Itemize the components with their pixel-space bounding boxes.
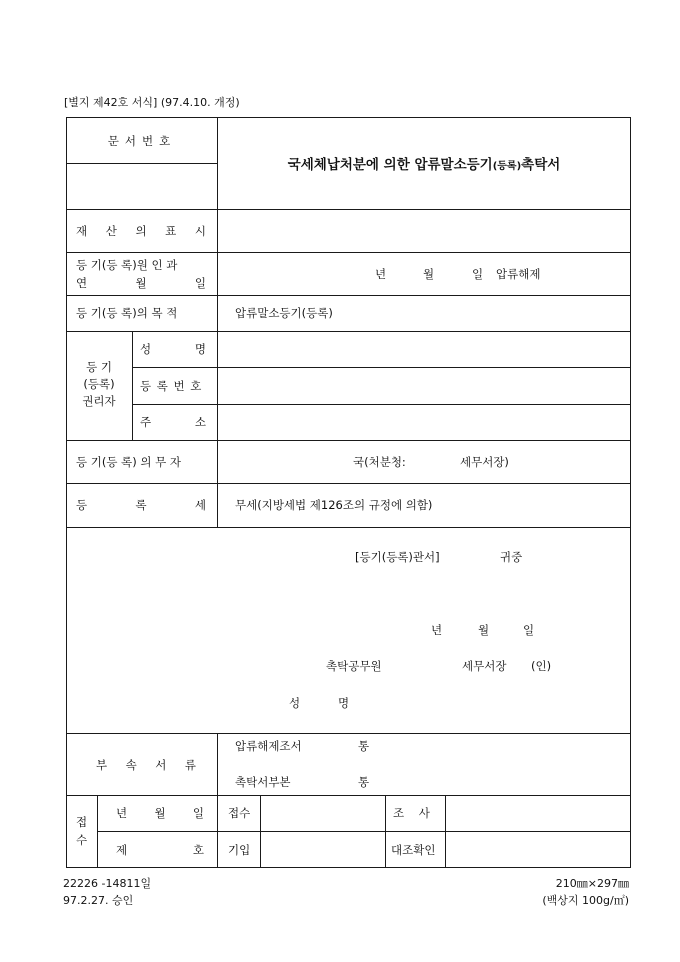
tax-label: 등 록 세 [76,498,206,512]
body-name-char1: 성 [289,696,301,710]
footer-paper: (백상지 100g/㎡) [542,894,629,907]
entry-field-label: 기입 [228,843,251,857]
cause-label-line2: 연 월 일 [76,276,206,290]
purpose-label: 등 기(등 록)의 목 적 [76,306,178,320]
rights-holder-line2: (등록) [83,377,115,391]
purpose-value: 압류말소등기(등록) [235,306,333,320]
title-small: (등록) [492,161,522,172]
receipt-label-char1: 접 [75,815,88,829]
cause-month: 월 [423,267,435,281]
cause-label-line1: 등 기(등 록)원 인 과 [76,258,178,272]
registry-office: [등기(등록)관서] [355,550,440,564]
title-end: 촉탁서 [521,157,561,173]
body-year: 년 [431,623,443,637]
holder-regno-label: 등 록 번 호 [140,379,203,393]
body-month: 월 [478,623,490,637]
body-name-char2: 명 [338,696,350,710]
title-main: 국세체납처분에 의한 압류말소등기 [287,157,493,173]
receipt-date-label: 년 월 일 [116,806,204,820]
holder-address-label: 주 소 [140,415,206,429]
rights-holder-line1: 등 기 [86,360,112,374]
form-number-label: [별지 제42호 서식] (97.4.10. 개정) [64,96,240,109]
property-label: 재 산 의 표 시 [76,224,206,238]
inspect-field-label: 조 사 [393,806,430,820]
attachment-release-unit: 통 [358,739,370,753]
attachment-copy-unit: 통 [358,775,370,789]
tax-value: 무세(지방세법 제126조의 규정에 의함) [235,498,433,512]
document-title [218,117,630,209]
cause-year: 년 [375,267,387,281]
official-title: 세무서장 [462,659,507,673]
obligor-label: 등 기(등 록) 의 무 자 [76,455,182,469]
receipt-label-char2: 수 [75,833,88,847]
cause-day: 일 [472,267,484,281]
seal-mark: (인) [531,659,552,673]
holder-name-label: 성 명 [140,342,206,356]
rights-holder-line3: 권리자 [82,394,116,408]
official-label: 촉탁공무원 [326,659,382,673]
receipt-number-label: 제 호 [116,843,204,857]
footer-size: 210㎜×297㎜ [555,877,629,890]
footer-code: 22226 -14811일 [63,877,152,890]
attachment-copy: 촉탁서부본 [235,775,291,789]
body-day: 일 [523,623,535,637]
doc-number-label: 문서번호 [107,134,177,148]
verify-field-label: 대조확인 [391,843,436,857]
footer-approval: 97.2.27. 승인 [63,894,134,907]
obligor-suffix: 세무서장) [460,455,509,469]
attachment-release-record: 압류해제조서 [235,739,302,753]
obligor-prefix: 국(처분청: [353,455,406,469]
addressee: 귀중 [500,550,523,564]
cause-release: 압류해제 [496,267,541,281]
attachments-label: 부 속 서 류 [96,758,196,772]
receipt-field-label: 접수 [228,806,251,820]
